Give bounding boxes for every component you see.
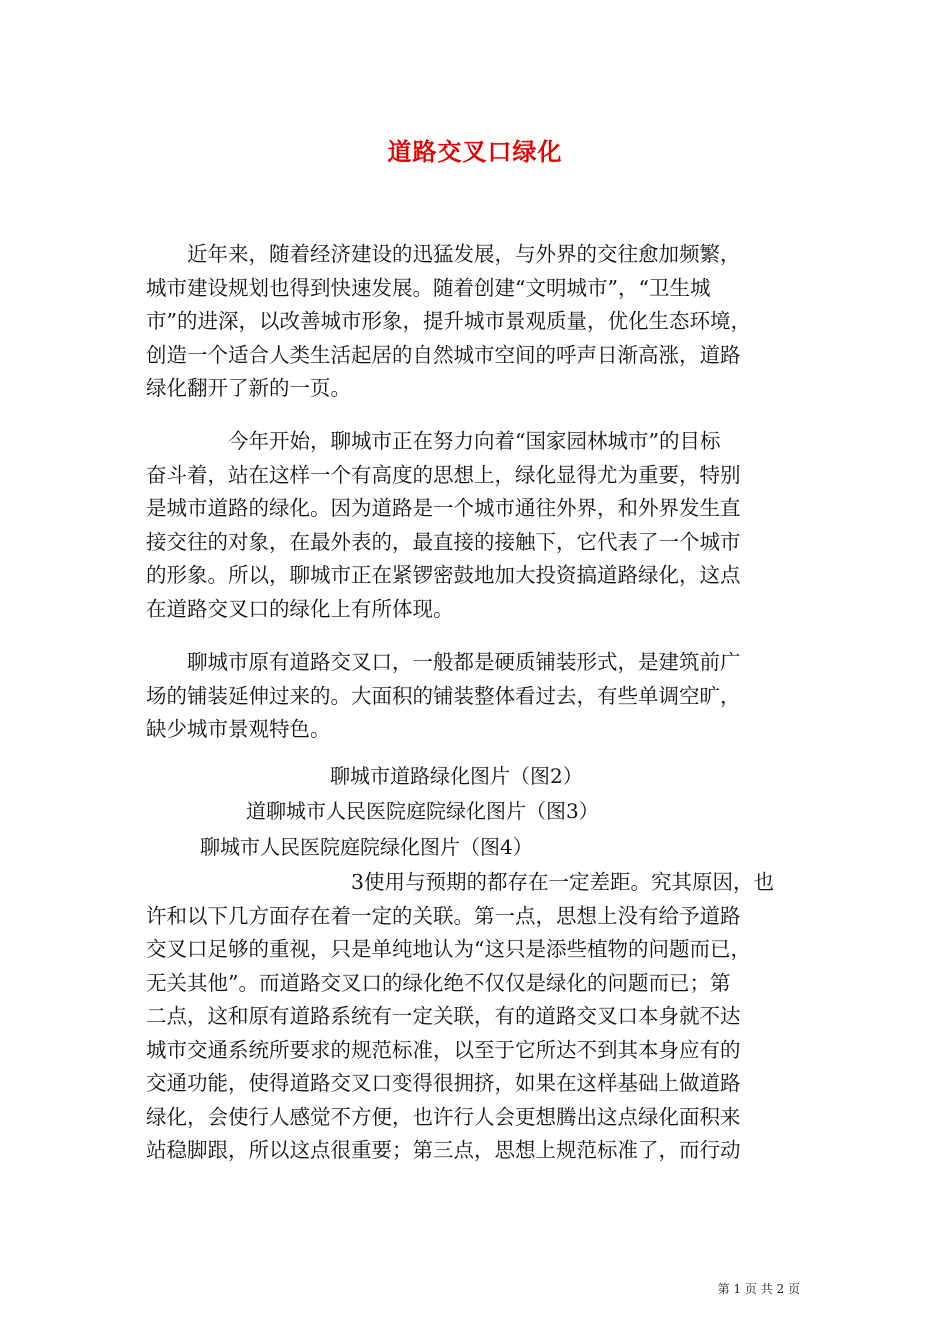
- paragraph-line: 聊城市原有道路交叉口，一般都是硬质铺装形式，是建筑前广: [146, 650, 741, 674]
- page-number: 第 1 页 共 2 页: [717, 1282, 800, 1296]
- paragraph-line: 市”的进深，以改善城市形象，提升城市景观质量，优化生态环境，: [146, 309, 751, 333]
- paragraph-line: 在道路交叉口的绿化上有所体现。: [146, 596, 454, 621]
- paragraph-line: 城市交通系统所要求的规范标准，以至于它所达不到其本身应有的: [146, 1037, 741, 1062]
- paragraph-line: 交叉口足够的重视，只是单纯地认为“这只是添些植物的问题而已，: [146, 937, 751, 961]
- paragraph-line: 奋斗着，站在这样一个有高度的思想上，绿化显得尤为重要，特别: [146, 462, 741, 487]
- paragraph-line: 接交往的对象，在最外表的，最直接的接触下，它代表了一个城市: [146, 529, 741, 554]
- paragraph-line: 绿化，会使行人感觉不方便，也许行人会更想腾出这点绿化面积来: [146, 1104, 741, 1129]
- paragraph-line: 创造一个适合人类生活起居的自然城市空间的呼声日渐高涨，道路: [146, 342, 741, 367]
- paragraph-line: 绿化翻开了新的一页。: [146, 376, 351, 400]
- figure-caption-2: 聊城市道路绿化图片（图2）: [330, 764, 583, 788]
- paragraph-1: [146, 238, 812, 406]
- paragraph-line: 二点，这和原有道路系统有一定关联，有的道路交叉口本身就不达: [146, 1004, 741, 1028]
- paragraph-line: 交通功能，使得道路交叉口变得很拥挤，如果在这样基础上做道路: [146, 1071, 741, 1095]
- paragraph-2: [146, 425, 812, 626]
- paragraph-line: 3使用与预期的都存在一定差距。究其原因，也: [146, 870, 775, 894]
- paragraph-line: 是城市道路的绿化。因为道路是一个城市通往外界，和外界发生直: [146, 496, 741, 520]
- paragraph-3: [146, 646, 812, 747]
- paragraph-line: 站稳脚跟，所以这点很重要；第三点，思想上规范标准了，而行动: [146, 1138, 741, 1162]
- document-title: 道路交叉口绿化: [387, 137, 563, 166]
- paragraph-line: 场的铺装延伸过来的。大面积的铺装整体看过去，有些单调空旷，: [146, 683, 741, 708]
- figure-caption-3: 道聊城市人民医院庭院绿化图片（图3）: [246, 799, 599, 823]
- paragraph-line: 缺少城市景观特色。: [146, 717, 331, 741]
- paragraph-4: [146, 866, 812, 1168]
- paragraph-line: 城市建设规划也得到快速发展。随着创建“文明城市”，“卫生城: [146, 275, 711, 300]
- paragraph-line: 近年来，随着经济建设的迅猛发展，与外界的交往愈加频繁，: [146, 242, 741, 266]
- paragraph-line: 无关其他”。而道路交叉口的绿化绝不仅仅是绿化的问题而已；第: [146, 970, 731, 995]
- paragraph-line: 许和以下几方面存在着一定的关联。第一点，思想上没有给予道路: [146, 903, 741, 928]
- paragraph-line: 今年开始，聊城市正在努力向着“国家园林城市”的目标: [146, 429, 721, 453]
- paragraph-line: 的形象。所以，聊城市正在紧锣密鼓地加大投资搞道路绿化，这点: [146, 563, 741, 587]
- figure-caption-4: 聊城市人民医院庭院绿化图片（图4）: [200, 835, 533, 859]
